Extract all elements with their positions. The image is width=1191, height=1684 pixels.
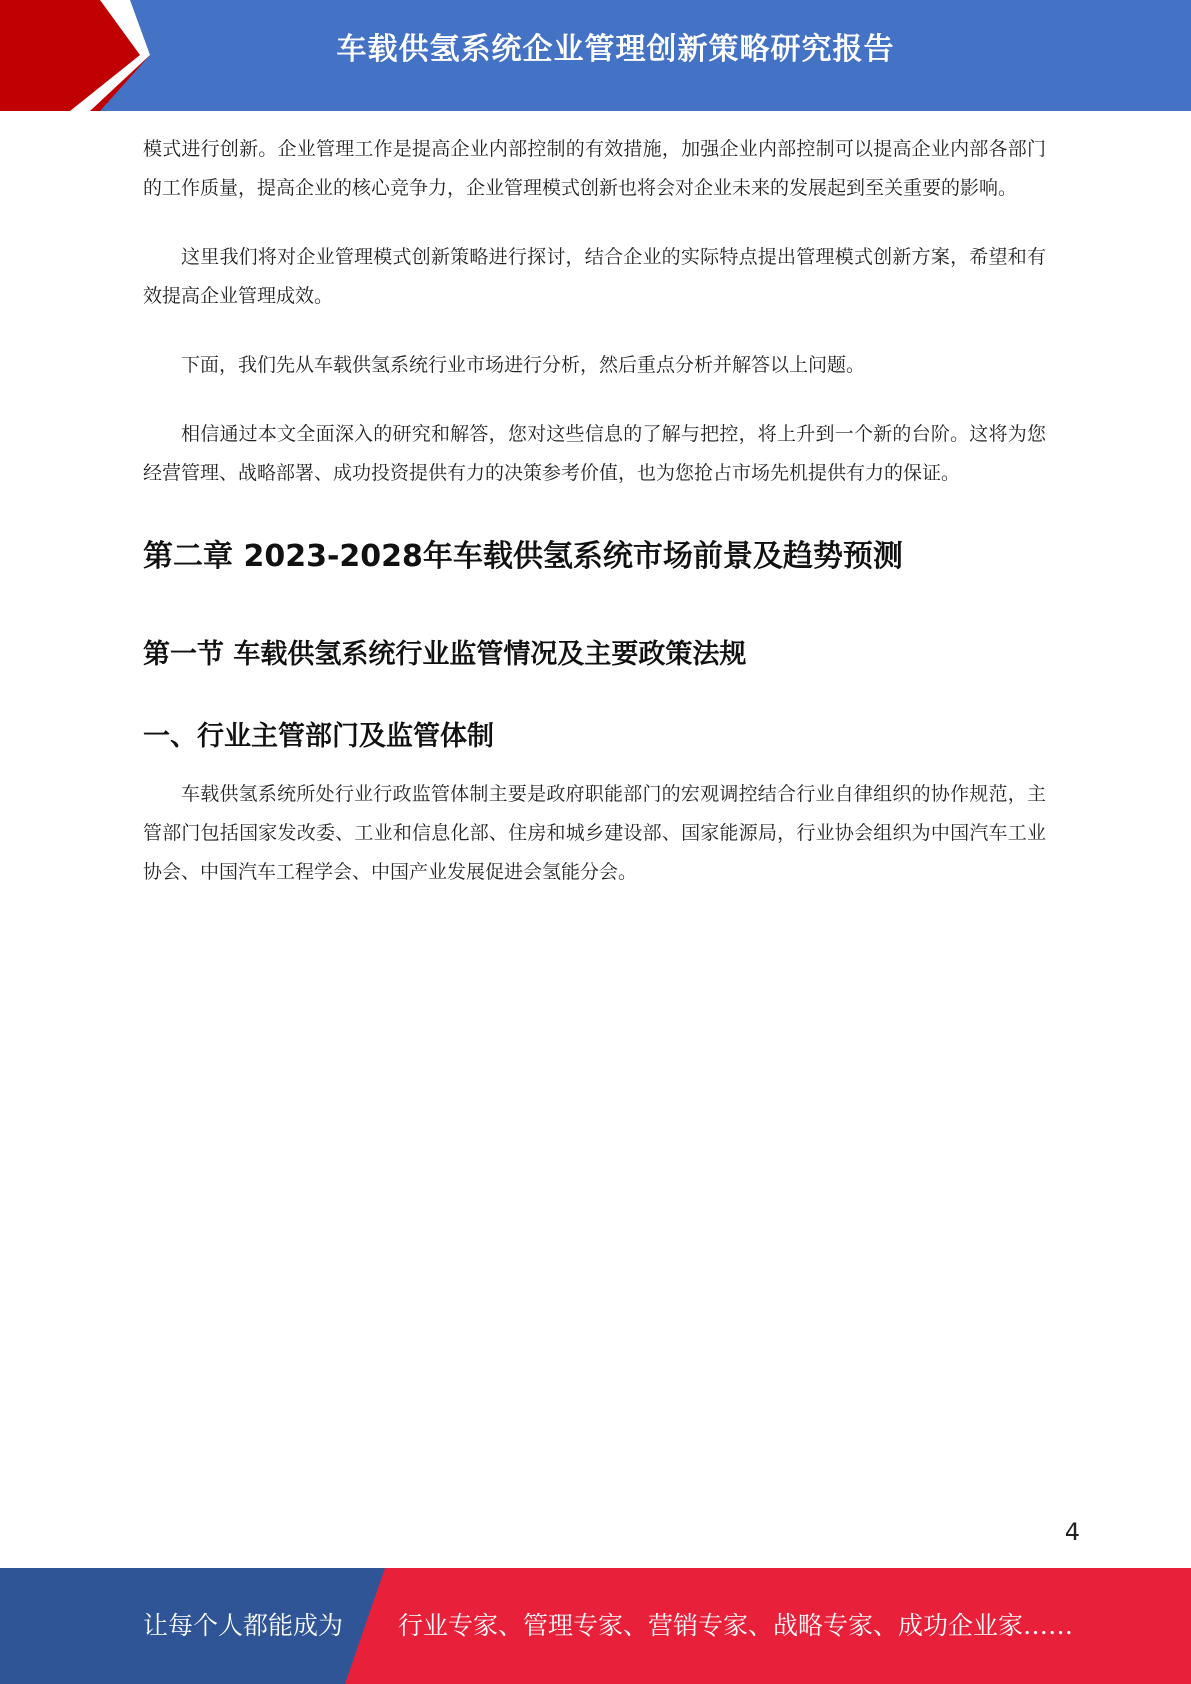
paragraph-2: 这里我们将对企业管理模式创新策略进行探讨，结合企业的实际特点提出管理模式创新方案，希望和有效提高企业管理成效。 (143, 246, 1046, 307)
subsection-title: 一、行业主管部门及监管体制 (143, 721, 494, 752)
paragraph-3: 下面，我们先从车载供氢系统行业市场进行分析，然后重点分析并解答以上问题。 (181, 354, 866, 376)
paragraph-1: 模式进行创新。企业管理工作是提高企业内部控制的有效措施，加强企业内部控制可以提高企业内部各部门的工作质量，提高企业的核心竞争力，企业管理模式创新也将会对企业未来的发展起到至关重要的影响。 (143, 138, 1046, 199)
header-title: 车载供氢系统企业管理创新策略研究报告 (336, 32, 895, 67)
section-title: 第一节 车载供氢系统行业监管情况及主要政策法规 (143, 639, 747, 670)
footer-slogan-left: 让每个人都能成为 (143, 1611, 344, 1640)
page-header (0, 0, 1191, 111)
page-number: 4 (1064, 1518, 1080, 1546)
page-footer (0, 1568, 1191, 1684)
paragraph-5: 车载供氢系统所处行业行政监管体制主要是政府职能部门的宏观调控结合行业自律组织的协作规范，主管部门包括国家发改委、工业和信息化部、住房和城乡建设部、国家能源局，行业协会组织为中国汽车工业协会、中国汽车工程学会、中国产业发展促进会氢能分会。 (143, 783, 1046, 883)
chapter-title: 第二章 2023-2028年车载供氢系统市场前景及趋势预测 (143, 539, 903, 574)
footer-slogan-right: 行业专家、管理专家、营销专家、战略专家、成功企业家…… (398, 1611, 1074, 1640)
paragraph-4: 相信通过本文全面深入的研究和解答，您对这些信息的了解与把控，将上升到一个新的台阶。这将为您经营管理、战略部署、成功投资提供有力的决策参考价值，也为您抢占市场先机提供有力的保证。 (143, 423, 1046, 484)
document-body (143, 130, 1046, 892)
